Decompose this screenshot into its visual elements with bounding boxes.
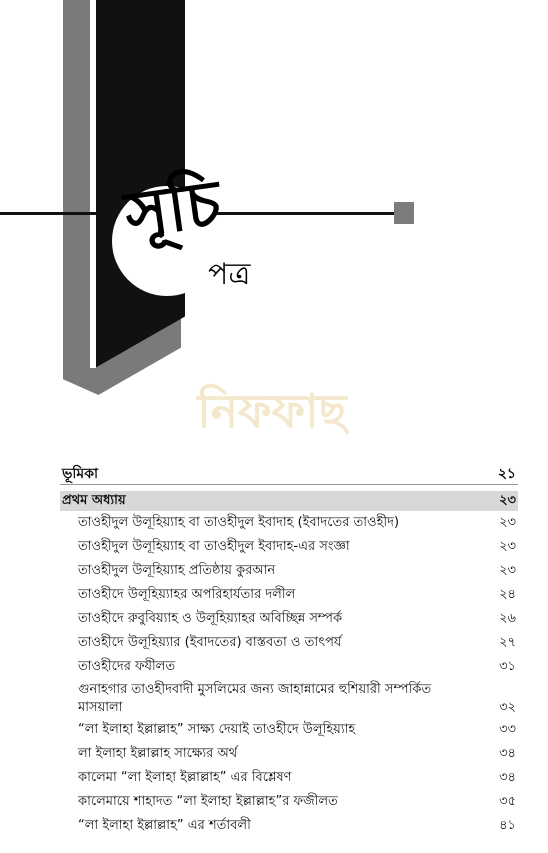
toc-item[interactable]	[60, 814, 518, 838]
toc-intro-row[interactable]	[60, 458, 518, 485]
toc-entry-title: ভূমিকা	[62, 466, 99, 483]
toc-item-title: তাওহীদে রুবুবিয়্যাহ ও উলূহিয়্যাহর অবিচ্ছিন্ন সম্পর্ক	[78, 611, 343, 627]
toc-chapter-title: প্রথম অধ্যায়	[62, 493, 126, 509]
toc-item-page: ২৭	[499, 635, 516, 651]
toc-item-title: “লা ইলাহা ইল্লাল্লাহ” এর শর্তাবলী	[78, 818, 251, 834]
title-logo-main: সূচি	[120, 165, 226, 254]
toc-item-title: কালেমায়ে শাহাদত “লা ইলাহা ইল্লাল্লাহ”র ফজীলত	[78, 794, 338, 810]
title-logo-sub: পত্র	[208, 257, 251, 292]
toc-item-title: “লা ইলাহা ইল্লাল্লাহ” সাক্ষ্য দেয়াই তাওহীদে উলূহিয়্যাহ	[78, 722, 356, 738]
toc-chapter-row[interactable]	[60, 491, 518, 511]
toc-chapter-page: ২৩	[499, 493, 516, 509]
toc-item-page: ৩৪	[499, 746, 516, 762]
toc-item[interactable]	[60, 559, 518, 583]
toc-item-page: ৪১	[499, 818, 516, 834]
toc-item-page: ৩৩	[499, 722, 516, 738]
toc-item-title: তাওহীদুল উলূহিয়্যাহ প্রতিষ্ঠায় কুরআন	[78, 563, 276, 579]
toc-item[interactable]	[60, 535, 518, 559]
toc-item[interactable]	[60, 631, 518, 655]
toc-item-page: ২৩	[499, 515, 516, 531]
toc-item[interactable]	[60, 742, 518, 766]
toc-item-title: তাওহীদুল উলূহিয়্যাহ বা তাওহীদুল ইবাদাহ-এর সংজ্ঞা	[78, 539, 350, 555]
toc-item[interactable]	[60, 766, 518, 790]
toc-item[interactable]	[60, 679, 518, 718]
toc-item-page: ২৩	[499, 539, 516, 555]
toc-item-page: ৩৪	[499, 770, 516, 786]
toc-entry-page: ২১	[497, 466, 516, 483]
toc-item-title: গুনাহগার তাওহীদবাদী মুসলিমের জন্য জাহান্নামের হুশিয়ারী সম্পর্কিত মাসয়ালা	[78, 682, 432, 715]
toc-item[interactable]	[60, 718, 518, 742]
toc-item-title: তাওহীদে উলূহিয়্যাহর অপরিহার্যতার দলীল	[78, 587, 296, 603]
toc-item-title: কালেমা “লা ইলাহা ইল্লাল্লাহ” এর বিশ্লেষণ	[78, 770, 292, 786]
banner-edge	[90, 0, 96, 368]
toc-item[interactable]	[60, 790, 518, 814]
toc-item-page: ৩৫	[499, 794, 516, 810]
toc-item[interactable]	[60, 583, 518, 607]
toc-item-page: ২৪	[499, 587, 516, 603]
toc-item-title: লা ইলাহা ইল্লাল্লাহ সাক্ষ্যের অর্থ	[78, 746, 238, 762]
table-of-contents	[60, 458, 518, 838]
toc-item-page: ৩২	[499, 699, 516, 715]
toc-item[interactable]	[60, 607, 518, 631]
toc-item-page: ২৬	[499, 611, 516, 627]
toc-item[interactable]	[60, 655, 518, 679]
decorative-square	[394, 202, 414, 224]
toc-item[interactable]	[60, 511, 518, 535]
toc-item-page: ২৩	[499, 563, 516, 579]
publisher-watermark: নিফফাছ	[197, 384, 347, 438]
toc-item-page: ৩১	[499, 659, 516, 675]
toc-item-title: তাওহীদে উলূহিয়্যার (ইবাদতের) বাস্তবতা ও তাৎপর্য	[78, 635, 342, 651]
toc-item-title: তাওহীদুল উলূহিয়্যাহ বা তাওহীদুল ইবাদাহ (ইবাদতের তাওহীদ)	[78, 515, 400, 531]
toc-item-title: তাওহীদের ফযীলত	[78, 659, 176, 675]
